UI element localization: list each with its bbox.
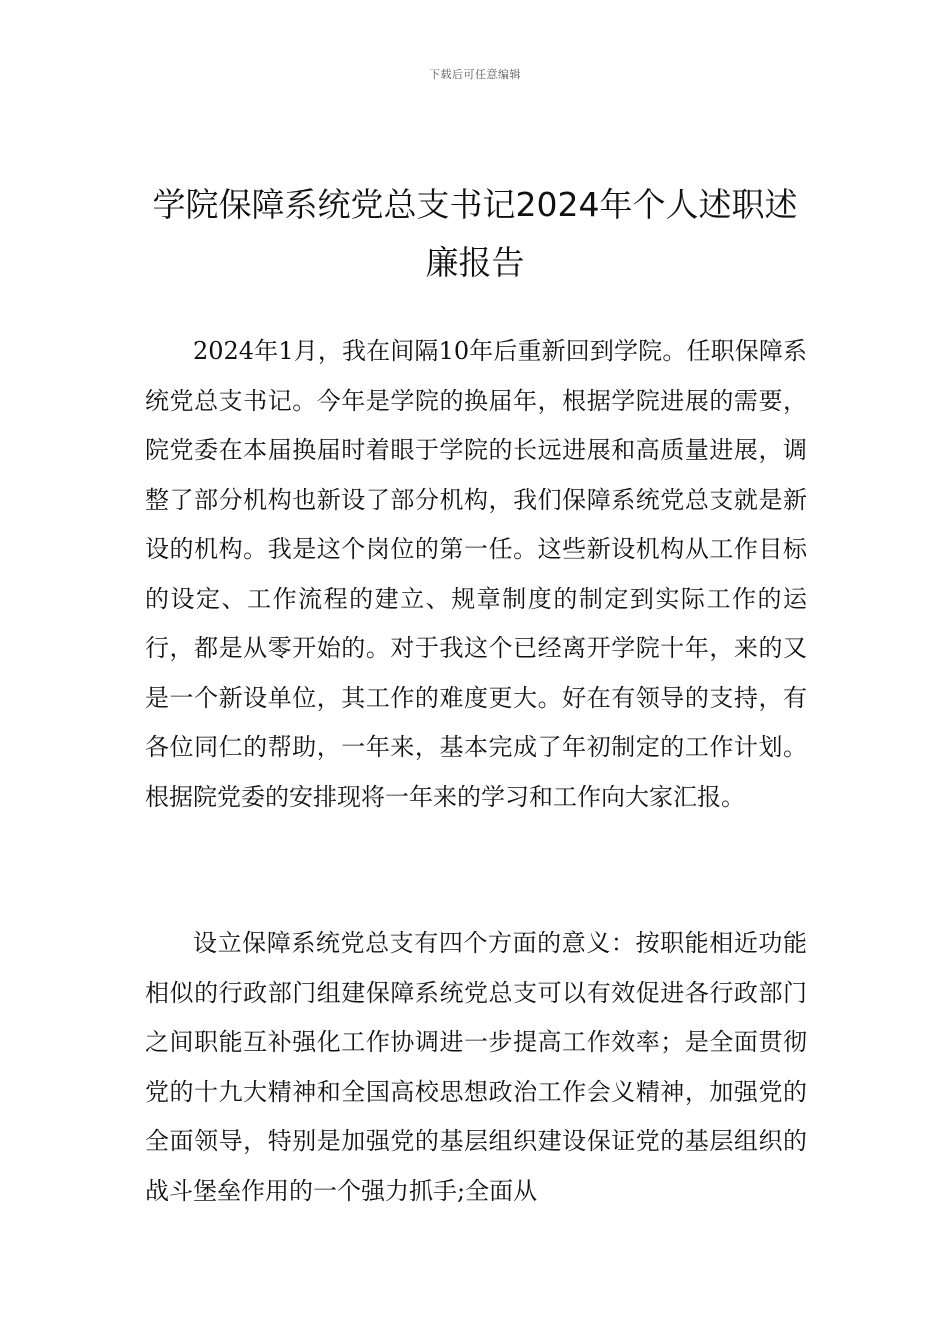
body-paragraph-1: 2024年1月，我在间隔10年后重新回到学院。任职保障系统党总支书记。今年是学院的换届年，根据学院进展的需要，院党委在本届换届时着眼于学院的长远进展和高质量进展，调整了部分机构也新设了部分机构，我们保障系统党总支就是新设的机构。我是这个岗位的第一任。这些新设机构从工作目标的设定、工作流程的建立、规章制度的制定到实际工作的运行，都是从零开始的。对于我这个已经离开学院十年，来的又是一个新设单位，其工作的难度更大。好在有领导的支持，有各位同仁的帮助，一年来，基本完成了年初制定的工作计划。根据院党委的安排现将一年来的学习和工作向大家汇报。 — [145, 337, 807, 811]
header-note: 下载后可任意编辑 — [429, 68, 521, 81]
body-paragraph-2: 设立保障系统党总支有四个方面的意义：按职能相近功能相似的行政部门组建保障系统党总支可以有效促进各行政部门之间职能互补强化工作协调进一步提高工作效率；是全面贯彻党的十九大精神和全国高校思想政治工作会义精神，加强党的全面领导，特别是加强党的基层组织建设保证党的基层组织的战斗堡垒作用的一个强力抓手;全面从 — [145, 929, 807, 1205]
document-title: 学院保障系统党总支书记2024年个人述职述廉报告 — [152, 185, 798, 282]
